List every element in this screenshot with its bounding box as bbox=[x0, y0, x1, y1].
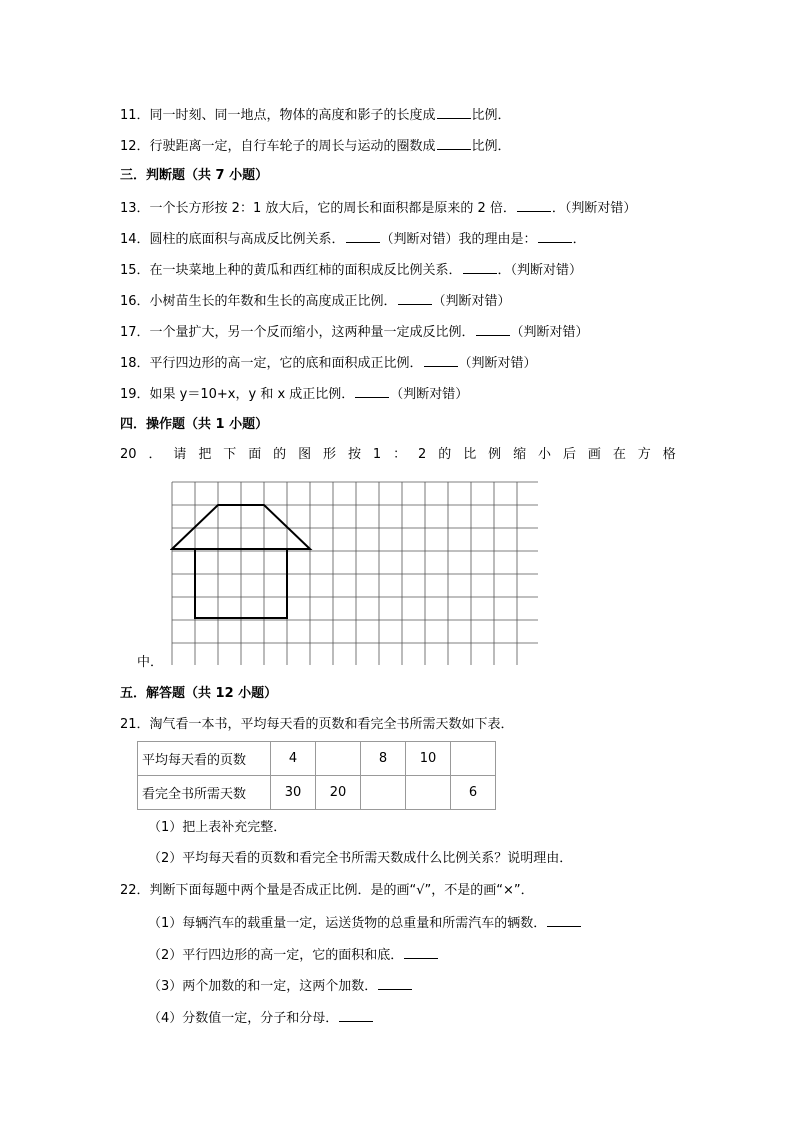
sub-text: （4）分数值一定，分子和分母． bbox=[148, 1011, 339, 1026]
question-22-sub-4 bbox=[148, 1009, 374, 1027]
question-12-text: 12．行驶距离一定，自行车轮子的周长与运动的圈数成 bbox=[120, 139, 436, 154]
question-13-suffix: ．（判断对错） bbox=[551, 201, 637, 216]
question-18-text: 18．平行四边形的高一定，它的底和面积成正比例． bbox=[120, 356, 423, 371]
table-row bbox=[138, 776, 496, 810]
question-15 bbox=[120, 261, 582, 279]
q20-char: 20 bbox=[120, 447, 137, 462]
q20-char: 下 bbox=[223, 447, 237, 462]
q20-char: 的 bbox=[273, 447, 287, 462]
question-22-sub-3 bbox=[148, 977, 413, 995]
sub-text: （3）两个加数的和一定，这两个加数． bbox=[148, 979, 378, 994]
question-12 bbox=[120, 137, 511, 155]
question-21-sub-2: （2）平均每天看的页数和看完全书所需天数成什么比例关系？说明理由． bbox=[148, 851, 573, 866]
question-20 bbox=[120, 447, 676, 463]
question-15-suffix: ．（判断对错） bbox=[497, 263, 583, 278]
question-16-suffix: （判断对错） bbox=[432, 294, 511, 309]
row-label: 平均每天看的页数 bbox=[138, 742, 271, 776]
answer-blank[interactable] bbox=[437, 137, 471, 150]
q20-char: 方 bbox=[637, 447, 651, 462]
question-11-suffix: 比例． bbox=[471, 108, 511, 123]
question-15-text: 15．在一块菜地上种的黄瓜和西红柿的面积成反比例关系． bbox=[120, 263, 462, 278]
question-17-suffix: （判断对错） bbox=[510, 325, 589, 340]
table-cell[interactable] bbox=[361, 776, 406, 810]
q20-char: 2 bbox=[418, 447, 427, 462]
answer-blank[interactable] bbox=[437, 106, 471, 119]
table-cell: 30 bbox=[271, 776, 316, 810]
answer-blank[interactable] bbox=[476, 323, 510, 336]
question-21-sub-1: （1）把上表补充完整． bbox=[148, 820, 287, 835]
section-5-title: 五．解答题（共 12 小题） bbox=[120, 686, 278, 701]
table-cell: 6 bbox=[451, 776, 496, 810]
q20-char: 例 bbox=[488, 447, 502, 462]
sub-text: （1）每辆汽车的载重量一定，运送货物的总重量和所需汽车的辆数． bbox=[148, 916, 547, 931]
table-cell: 8 bbox=[361, 742, 406, 776]
question-13-text: 13．一个长方形按 2：1 放大后，它的周长和面积都是原来的 2 倍． bbox=[120, 201, 516, 216]
q20-char: 在 bbox=[612, 447, 626, 462]
table-row bbox=[138, 742, 496, 776]
question-19 bbox=[120, 385, 468, 403]
q20-char: 把 bbox=[198, 447, 212, 462]
question-16-text: 16．小树苗生长的年数和生长的高度成正比例． bbox=[120, 294, 397, 309]
question-18-suffix: （判断对错） bbox=[458, 356, 537, 371]
answer-blank[interactable] bbox=[517, 199, 551, 212]
q20-char: ． bbox=[148, 447, 162, 462]
q20-char: 画 bbox=[587, 447, 601, 462]
answer-blank[interactable] bbox=[339, 1009, 373, 1022]
question-16 bbox=[120, 292, 511, 310]
q20-char: 请 bbox=[173, 447, 187, 462]
question-12-suffix: 比例． bbox=[471, 139, 511, 154]
question-14-text: 14．圆柱的底面积与高成反比例关系． bbox=[120, 232, 345, 247]
section-4-title: 四．操作题（共 1 小题） bbox=[120, 417, 269, 432]
answer-blank[interactable] bbox=[378, 977, 412, 990]
question-11-text: 11．同一时刻、同一地点，物体的高度和影子的长度成 bbox=[120, 108, 436, 123]
answer-blank[interactable] bbox=[547, 914, 581, 927]
table-cell: 10 bbox=[406, 742, 451, 776]
reason-blank[interactable] bbox=[538, 230, 572, 243]
question-22-sub-1 bbox=[148, 914, 582, 932]
q20-char: 比 bbox=[463, 447, 477, 462]
question-21: 21．淘气看一本书，平均每天看的页数和看完全书所需天数如下表． bbox=[120, 717, 514, 732]
question-18 bbox=[120, 354, 537, 372]
q20-char: 形 bbox=[323, 447, 337, 462]
question-22-sub-2 bbox=[148, 946, 439, 964]
answer-blank[interactable] bbox=[404, 946, 438, 959]
q20-char: 后 bbox=[562, 447, 576, 462]
question-11 bbox=[120, 106, 511, 124]
question-13 bbox=[120, 199, 636, 217]
q20-char: 缩 bbox=[513, 447, 527, 462]
answer-blank[interactable] bbox=[355, 385, 389, 398]
table-cell[interactable] bbox=[316, 742, 361, 776]
question-20-end: 中． bbox=[137, 655, 164, 670]
table-cell[interactable] bbox=[406, 776, 451, 810]
q20-char: 图 bbox=[298, 447, 312, 462]
answer-blank[interactable] bbox=[346, 230, 380, 243]
question-19-suffix: （判断对错） bbox=[390, 387, 469, 402]
q20-char: ： bbox=[393, 447, 407, 462]
table-cell: 20 bbox=[316, 776, 361, 810]
question-14-suffix: （判断对错）我的理由是： bbox=[380, 232, 537, 247]
question-17-text: 17．一个量扩大，另一个反而缩小，这两种量一定成反比例． bbox=[120, 325, 475, 340]
sub-text: （2）平行四边形的高一定，它的面积和底． bbox=[148, 948, 404, 963]
table-cell[interactable] bbox=[451, 742, 496, 776]
q20-char: 按 bbox=[347, 447, 361, 462]
question-19-text: 19．如果 y＝10+x，y 和 x 成正比例． bbox=[120, 387, 355, 402]
drawing-grid[interactable] bbox=[170, 480, 538, 665]
table-cell: 4 bbox=[271, 742, 316, 776]
section-3-title: 三．判断题（共 7 小题） bbox=[120, 168, 269, 183]
q20-char: 1 bbox=[372, 447, 382, 462]
question-21-table bbox=[137, 741, 496, 810]
q20-char: 格 bbox=[662, 447, 676, 462]
q20-char: 的 bbox=[438, 447, 452, 462]
question-17 bbox=[120, 323, 589, 341]
question-14-end: ． bbox=[572, 232, 586, 247]
answer-blank[interactable] bbox=[463, 261, 497, 274]
q20-char: 面 bbox=[248, 447, 262, 462]
answer-blank[interactable] bbox=[424, 354, 458, 367]
row-label: 看完全书所需天数 bbox=[138, 776, 271, 810]
q20-char: 小 bbox=[538, 447, 552, 462]
question-14 bbox=[120, 230, 586, 248]
grid-lines bbox=[172, 482, 538, 665]
answer-blank[interactable] bbox=[398, 292, 432, 305]
question-22: 22．判断下面每题中两个量是否成正比例．是的画“√”，不是的画“×”． bbox=[120, 883, 534, 898]
